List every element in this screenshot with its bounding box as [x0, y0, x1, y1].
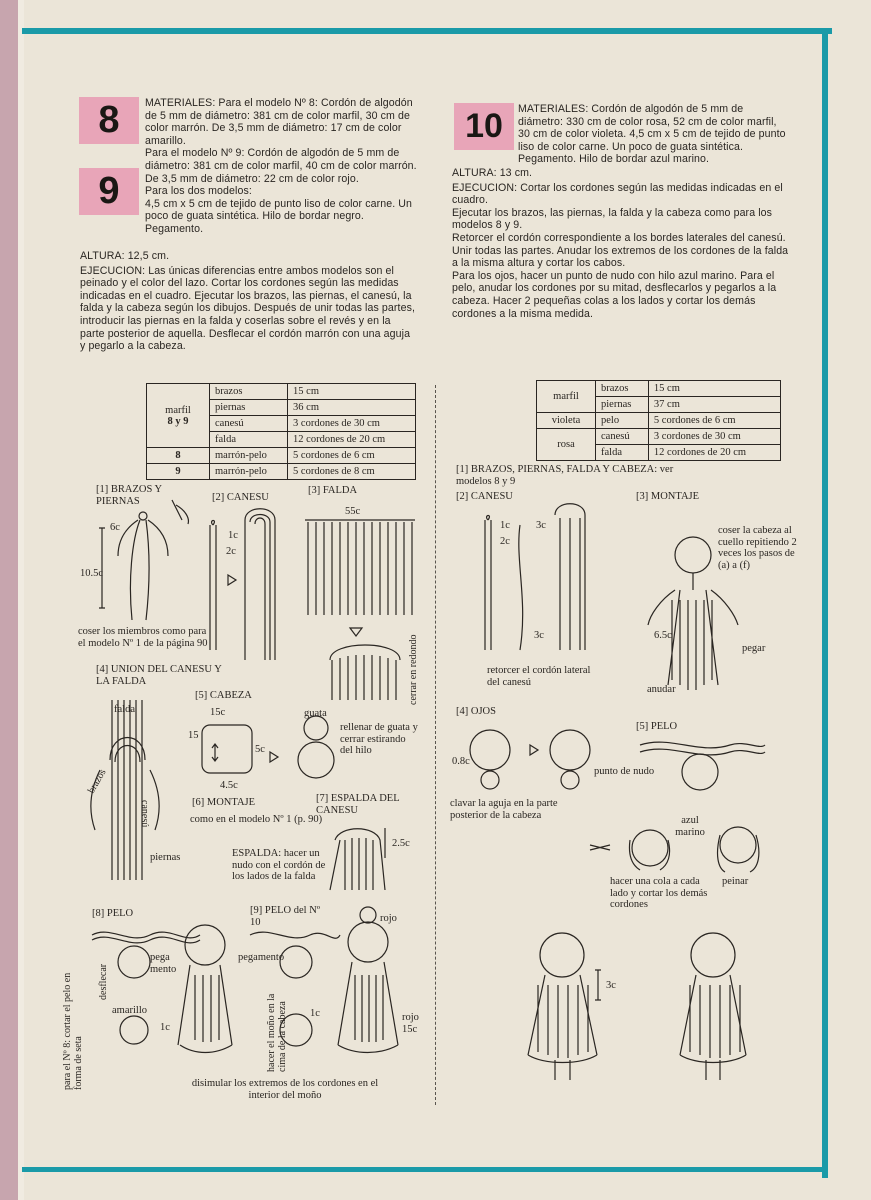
execution-10-c: Retorcer el cordón correspondiente a los bordes laterales del canesú. Unir todas las partes. Anudar los extremos de los cordones de la falda a la misma altura y cortar los cabos.	[452, 231, 789, 270]
step-10-6-measure: 3c	[606, 980, 616, 991]
step-10-5-navy: azul marino	[675, 815, 705, 838]
step-2-title: [2] CANESU	[212, 492, 269, 503]
height-8-9: ALTURA: 12,5 cm.	[80, 250, 170, 262]
step-8-yellow: amarillo	[112, 1005, 147, 1016]
table-cell: 37 cm	[648, 397, 780, 413]
step-5-note: rellenar de guata y cerrar estirando del hilo	[340, 722, 418, 756]
step-7-title: [7] ESPALDA DEL CANESU	[316, 793, 400, 816]
table-cell: violeta	[537, 413, 596, 429]
table-cell: 5 cordones de 6 cm	[648, 413, 780, 429]
step-9-red-2: rojo	[402, 1012, 419, 1023]
step-7-measure: 2.5c	[392, 838, 410, 849]
step-9-red: rojo	[380, 913, 397, 924]
table-cell: 15 cm	[288, 384, 416, 400]
table-cell: 15 cm	[648, 381, 780, 397]
step-4-title: [4] UNION DEL CANESU Y LA FALDA	[96, 664, 222, 687]
table-cell: falda	[596, 445, 649, 461]
step-6-title: [6] MONTAJE	[192, 797, 256, 808]
table-group-models: 8 y 9	[167, 415, 189, 427]
step-5-batting: guata	[304, 708, 327, 719]
step-9-glue: pegamento	[238, 952, 285, 963]
finished-dolls-10	[528, 933, 746, 1080]
step-10-5-comb: peinar	[722, 876, 749, 887]
step-9-measure: 1c	[310, 1008, 320, 1019]
step-8-title: [8] PELO	[92, 908, 134, 919]
model-8-badge: 8	[79, 97, 139, 144]
step-10-2-title: [2] CANESU	[456, 491, 513, 502]
execution-10: EJECUCION: Cortar los cordones según las medidas indicadas en el cuadro.	[452, 181, 783, 207]
skirt-diagram	[305, 520, 415, 700]
step-2-measure-a: 1c	[228, 530, 238, 541]
canesu-diagram	[210, 509, 275, 660]
materials-model-8: MATERIALES: Para el modelo Nº 8: Cordón de algodón de 5 mm de diámetro: 381 cm de color marfil, 30 cm de color marrón. De 3,5 mm de diámetro: 17 cm de color amarillo.	[145, 97, 413, 147]
bottom-note: disimular los extremos de los cordones en el interior del moño	[191, 1078, 379, 1101]
table-cell: 3 cordones de 30 cm	[288, 416, 416, 432]
table-cell: rosa	[537, 429, 596, 461]
step-7-note: ESPALDA: hacer un nudo con el cordón de los lados de la falda	[232, 848, 326, 882]
step-10-4-title: [4] OJOS	[456, 706, 496, 717]
step-1-title: [1] BRAZOS Y PIERNAS	[96, 484, 162, 507]
step-10-2-measure-a: 1c	[500, 520, 510, 531]
table-cell: brazos	[210, 384, 288, 400]
execution-10-d: Para los ojos, hacer un punto de nudo con hilo azul marino. Para el pelo, anudar los cordones por su mitad, desflecarlos y pegarlos a la cabeza. Hacer 2 pequeñas colas a los lados y cortar los demás cordones a la misma medida.	[452, 269, 777, 320]
step-4-canesu: canesú	[139, 800, 150, 828]
execution-8-9: EJECUCION: Las únicas diferencias entre ambos modelos son el peinado y el color del lazo. Cortar los cordones según las medidas indicadas en el cuadro. Ejecutar los brazos, las piernas, el canesú, la falda y la cabeza según los dibujos. Después de unir todas las partes, introducir las piernas en la falda y coserlas sobre el revés y en la parte posterior de aquella. Desflecar el cordón marrón con una aguja y pegarlo a la cabeza.	[80, 264, 416, 353]
table-cell: pelo	[596, 413, 649, 429]
table-cell: 12 cordones de 20 cm	[288, 432, 416, 448]
step-6-note: como en el modelo Nº 1 (p. 90)	[190, 814, 323, 825]
step-1-note: coser los miembros como para el modelo Nº 1 de la página 90	[78, 626, 208, 649]
step-1-measure-b: 10.5c	[80, 568, 104, 579]
table-cell: 5 cordones de 8 cm	[288, 464, 416, 480]
arms-legs-diagram	[99, 500, 188, 620]
step-1-measure-a: 6c	[110, 522, 120, 533]
step-9-title: [9] PELO del Nº 10	[250, 905, 321, 928]
step-5-measure-d: 4.5c	[220, 780, 238, 791]
step-10-4-measure: 0.8c	[452, 756, 470, 767]
step-8-side-note: para el Nº 8: cortar el pelo en forma de seta	[62, 972, 84, 1090]
step-10-2-note: retorcer el cordón lateral del canesú	[487, 665, 591, 688]
union-diagram	[91, 700, 159, 880]
materials-both: 4,5 cm x 5 cm de tejido de punto liso de color carne. Un poco de guata sintética. Hilo de bordar negro. Pegamento.	[145, 197, 413, 235]
step-8-fray: desflecar	[98, 963, 109, 1000]
step-5-title: [5] CABEZA	[195, 690, 252, 701]
table-cell: canesú	[210, 416, 288, 432]
table-cell: piernas	[596, 397, 649, 413]
step-8-measure: 1c	[160, 1022, 170, 1033]
step-9-side-note: hacer el moño en la cima de la cabeza	[266, 993, 288, 1072]
step-10-1-title: [1] BRAZOS, PIERNAS, FALDA Y CABEZA: ver modelos 8 y 9	[456, 464, 674, 487]
step-10-2-measure-b: 2c	[500, 536, 510, 547]
step-5-measure-b: 15	[188, 730, 199, 741]
table-cell: 8	[147, 448, 210, 464]
model-9-badge: 9	[79, 168, 139, 215]
step-4-legs: piernas	[150, 852, 181, 863]
step-5-measure-a: 15c	[210, 707, 226, 718]
step-2-measure-b: 2c	[226, 546, 236, 557]
step-10-3-measure: 6.5c	[654, 630, 672, 641]
step-3-measure: 55c	[345, 506, 361, 517]
execution-10-b: Ejecutar los brazos, las piernas, la falda y la cabeza como para los modelos 8 y 9.	[452, 206, 773, 232]
step-8-glue: pega mento	[150, 952, 177, 975]
table-cell: 3 cordones de 30 cm	[648, 429, 780, 445]
table-group-color: marfil	[165, 404, 191, 416]
hair-diagram-10	[590, 742, 765, 872]
step-10-3-title: [3] MONTAJE	[636, 491, 700, 502]
back-diagram	[330, 828, 385, 890]
table-cell: 36 cm	[288, 400, 416, 416]
model-10-badge: 10	[454, 103, 514, 150]
table-cell: marrón-pelo	[210, 464, 288, 480]
step-10-4-knot: punto de nudo	[594, 766, 655, 777]
eyes-diagram	[470, 730, 590, 789]
table-cell: marfil	[537, 381, 596, 413]
step-10-2-measure-d: 3c	[534, 630, 544, 641]
step-5-measure-c: 5c	[255, 744, 265, 755]
height-10: ALTURA: 13 cm.	[452, 167, 533, 179]
step-10-2-measure-c: 3c	[536, 520, 546, 531]
step-3-title: [3] FALDA	[308, 485, 358, 496]
step-10-3-glue: pegar	[742, 643, 766, 654]
table-cell: brazos	[596, 381, 649, 397]
table-cell: 12 cordones de 20 cm	[648, 445, 780, 461]
table-cell: 9	[147, 464, 210, 480]
step-9-measure-2: 15c	[402, 1024, 418, 1035]
step-4-skirt: falda	[114, 704, 135, 715]
table-cell: piernas	[210, 400, 288, 416]
step-10-3-knot: anudar	[647, 684, 676, 695]
table-cell: marrón-pelo	[210, 448, 288, 464]
table-cell: 5 cordones de 6 cm	[288, 448, 416, 464]
materials-model-10: MATERIALES: Cordón de algodón de 5 mm de diámetro: 330 cm de color rosa, 52 cm de color marfil, 30 cm de color violeta. 4,5 cm x 5 cm de tejido de punto liso de color carne. Un poco de guata sintética. Pegamento. Hilo de bordar azul marino.	[518, 103, 786, 166]
step-10-5-note: hacer una cola a cada lado y cortar los demás cordones	[610, 876, 708, 910]
table-cell: canesú	[596, 429, 649, 445]
materials-both-heading: Para los dos modelos:	[145, 185, 252, 198]
table-cell: falda	[210, 432, 288, 448]
head-diagram	[202, 716, 334, 778]
materials-model-9: Para el modelo Nº 9: Cordón de algodón de 5 mm de diámetro: 381 cm de color marfil, 40 cm de color marrón. De 3,5 mm de diámetro: 22 cm de color rojo.	[145, 147, 417, 185]
step-10-4-note: clavar la aguja en la parte posterior de la cabeza	[450, 798, 558, 821]
step-3-note: cerrar en redondo	[408, 634, 419, 705]
step-10-5-title: [5] PELO	[636, 721, 678, 732]
step-4-arms: brazos	[86, 767, 109, 796]
step-10-3-note: coser la cabeza al cuello repitiendo 2 veces los pasos de (a) a (f)	[718, 525, 797, 571]
